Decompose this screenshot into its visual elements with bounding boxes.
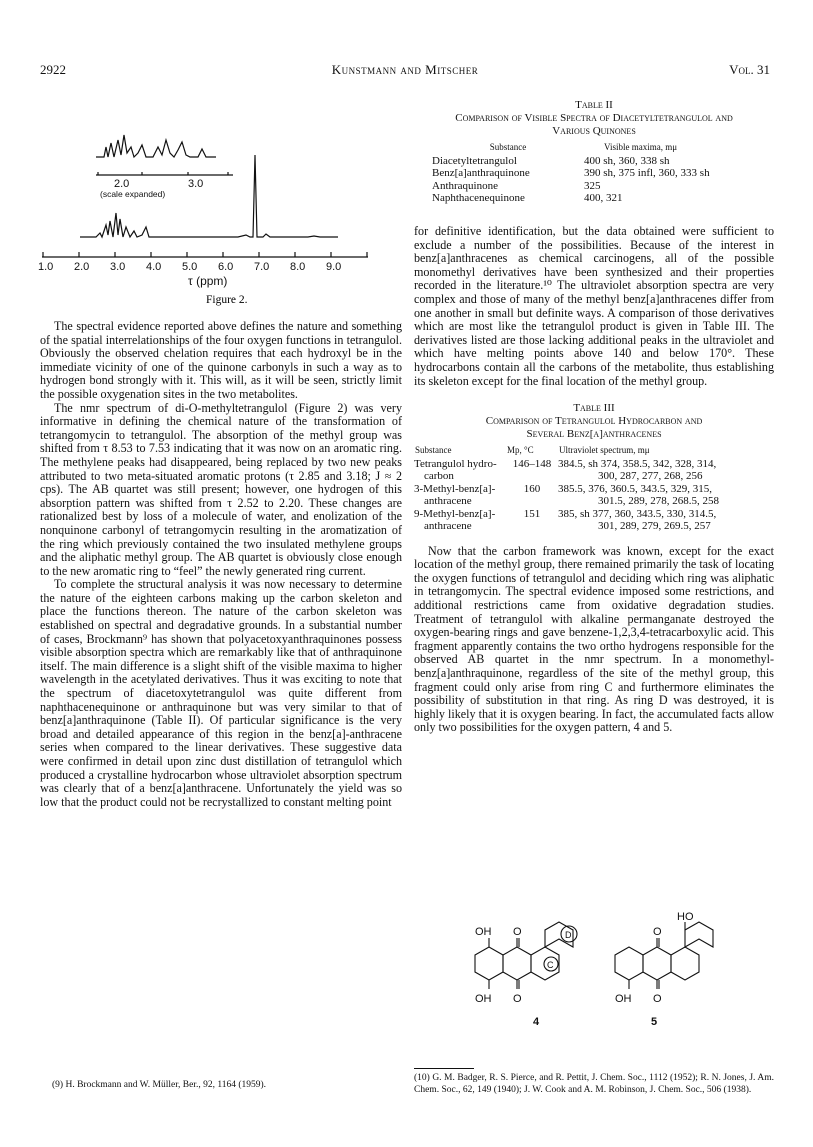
table-row: Naphthacenequinone 400, 321 [432, 192, 623, 204]
running-title: Kunstmann and Mitscher [331, 62, 479, 77]
column-header: Ultraviolet spectrum, mμ [559, 445, 650, 456]
axis-tick-label: 7.0 [254, 261, 270, 273]
table-row: 9-Methyl-benz[a]- anthracene 151 385, sh 377, 360, 343.5, 330, 314.5, 301, 289, 279, 269.5, 257 [414, 507, 717, 533]
structure-4 [455, 910, 595, 1060]
structure-number: 5 [651, 1016, 658, 1028]
paragraph: The nmr spectrum of di-O-methyltetrangulol (Figure 2) was very informative in defining the chemical nature of the transformation of tetrangomycin to tetrangulol. The absorption of the methyl group was shifted from τ 8.53 to 7.53 indicating that it was now on an aromatic ring. The methylene peaks had disappeared, being replaced by two new peaks attributed to two meta-situated aromatic protons (τ 2.85 and 3.18; J ≈ 2 cps). The AB quartet was still present; however, one hydrogen of this absorption pattern was shifted from τ 2.52 to 2.20. These changes are rationalized best by loss of a molecule of water, and enolization of the nonquinone carbonyl of tetrangomycin resulting in the aromatization of the ring which previously contained the two insulated methylene groups and the aliphatic methyl group. The AB quartet is obviously close enough to the new aromatic ring to “feel” the newly generated ring current. [40, 400, 402, 578]
table-row: Diacetyltetrangulol 400 sh, 360, 338 sh [432, 154, 670, 167]
structure-5 [595, 910, 735, 1060]
figure-caption: Figure 2. [206, 294, 248, 306]
table-caption: Comparison of Visible Spectra of Diacetyltetrangulol and [455, 112, 733, 124]
column-header: Visible maxima, mμ [604, 142, 678, 152]
page-number: 2922 [40, 62, 66, 77]
axis-tick-label: 1.0 [38, 261, 54, 273]
paragraph: for definitive identification, but the data obtained were sufficient to exclude a number of the possibilities. Because of the interest in benz[a]anthracenes as chemical carcinogens, all of the possible monomethyl derivatives have been synthesized and their properties recorded in the literature.¹⁰ The ultraviolet absorption spectra are very complex and those of many of the methyl benz[a]anthracenes differ from one another in small but definite ways. A comparison of those derivatives which are most like the tetrangulol product is given in Table III. The derivatives listed are those lacking additional peaks in the ultraviolet and which have melting points above 140 and below 170°. These hydrocarbons contain all the carbons of the metabolite, thus establishing its skeleton except for the final location of the methyl group. [414, 224, 774, 388]
paragraph: The spectral evidence reported above defines the nature and something of the spatial interrelationships of the four oxygen functions in tetrangulol. Obviously the observed chelation requires that each hydroxyl be in the immediate vicinity of one of the quinone carbonyls in such a way as to hydrogen bond strongly with it. This will, as it will be seen, strictly limit the possible oxygenation sites in the two metabolites. [40, 319, 402, 401]
left-column [40, 320, 402, 809]
right-column [414, 225, 774, 735]
table-row: Tetrangulol hydro- carbon 146–148 384.5, sh 374, 358.5, 342, 328, 314, 300, 287, 277, 268, 256 [414, 457, 717, 483]
paragraph: To complete the structural analysis it was now necessary to determine the nature of the eighteen carbons making up the carbon skeleton and place the functions thereon. The nature of the carbon skeleton was established on spectral and degradative grounds. In a substantial number of cases, Brockmann⁹ has shown that polyacetoxyanthraquinones possess visible absorption spectra which are remarkably like that of anthraquinone itself. The main difference is a slight shift of the visible maxima to higher wavelength in the acetylated derivatives. Thus it was exciting to note that the spectrum of diacetoxytetrangulol was quite different from naphthacenequinone or anthraquinone but was very similar to that of benz[a]anthraquinone (Table II). Of particular significance is the very broad and detailed appearance of this region in the benz[a]-anthracene series when compared to the linear derivatives. These suggestive data were confirmed in detail upon zinc dust distillation of tetrangulol which produced a crystalline hydrocarbon whose ultraviolet absorption spectrum was clearly that of a benz[a]anthracene. Unfortunately the yield was so low that the product could not be recrystallized to constant melting point [40, 577, 402, 809]
hydroxyl-label: OH [475, 926, 492, 938]
axis-tick-label: 9.0 [326, 261, 342, 273]
axis-title: τ (ppm) [188, 274, 228, 288]
footnote-9: (9) H. Brockmann and W. Müller, Ber., 92, 1164 (1959). [52, 1080, 267, 1090]
carbonyl-label: O [513, 926, 522, 938]
column-header: Substance [415, 445, 452, 456]
hydroxyl-label: OH [615, 993, 632, 1005]
axis-tick-label: 5.0 [182, 261, 198, 273]
hydroxyl-label: HO [677, 911, 694, 923]
structure-number: 4 [533, 1016, 540, 1028]
hydroxyl-label: OH [475, 993, 492, 1005]
axis-tick-label: 6.0 [218, 261, 234, 273]
inset-tick-label: 3.0 [188, 178, 204, 190]
table-row: Anthraquinone 325 [432, 179, 601, 192]
table-caption: Comparison of Tetrangulol Hydrocarbon and [485, 415, 703, 428]
table-caption: Several Benz[a]anthracenes [526, 428, 662, 441]
footnote-10-block [414, 1068, 774, 1096]
running-header [40, 62, 770, 82]
table-label: Table II [575, 99, 613, 111]
table-ii [414, 99, 774, 205]
carbonyl-label: O [513, 993, 522, 1005]
table-row: 3-Methyl-benz[a]- anthracene 160 385.5, 376, 360.5, 343.5, 329, 315, 301.5, 289, 278, 268.5, 258 [414, 482, 719, 508]
table-label: Table III [573, 402, 615, 415]
table-row: Benz[a]anthraquinone 390 sh, 375 infl, 360, 333 sh [432, 167, 710, 179]
ring-c-label: C [547, 960, 554, 970]
nmr-spectrum-figure [38, 95, 408, 310]
ring-d-label: D [565, 930, 572, 940]
footnote-10: (10) G. M. Badger, R. S. Pierce, and R. Pettit, J. Chem. Soc., 1112 (1952); R. N. Jones, J. Am. Chem. Soc., 62, 149 (1940); J. W. Cook and A. M. Robinson, J. Chem. Soc., 506 (1938). [414, 1073, 774, 1095]
table-caption: Various Quinones [552, 125, 636, 137]
paragraph: Now that the carbon framework was known, except for the exact location of the methyl group, there remained primarily the task of locating the oxygen functions of tetrangulol and deciding which ring was aliphatic in tetrangomycin. The spectral evidence imposed some restrictions, and additional restrictions came from oxidative degradation studies. Treatment of tetrangulol with alkaline permanganate destroyed the oxygen-bearing rings and gave benzene-1,2,3,4-tetracarboxylic acid. This fragment apparently contains the two ortho hydrogens responsible for the observed AB quartet in the nmr spectrum. In a monomethyl-benz[a]anthraquinone, regardless of the site of the methyl group, this fragment could only arise from ring C and furthermore eliminates the possibility of substitution in that ring. As ring D was destroyed, it is highly likely that it is oxygen bearing. In fact, the accumulated facts allow only two possibilities for the oxygen pattern, 4 and 5. [414, 543, 774, 735]
axis-tick-label: 8.0 [290, 261, 306, 273]
column-header: Substance [489, 142, 527, 152]
axis-tick-label: 3.0 [110, 261, 126, 273]
axis-tick-label: 4.0 [146, 261, 162, 273]
carbonyl-label: O [653, 926, 662, 938]
table-iii [414, 402, 774, 533]
carbonyl-label: O [653, 993, 662, 1005]
axis-tick-label: 2.0 [74, 261, 90, 273]
inset-tick-label: 2.0 [114, 178, 130, 190]
inset-trace [96, 135, 216, 157]
inset-scale-label: (scale expanded) [100, 189, 166, 199]
column-header: Mp, °C [507, 445, 534, 456]
footnote-separator [414, 1068, 474, 1069]
volume-label: Vol. 31 [729, 62, 770, 77]
